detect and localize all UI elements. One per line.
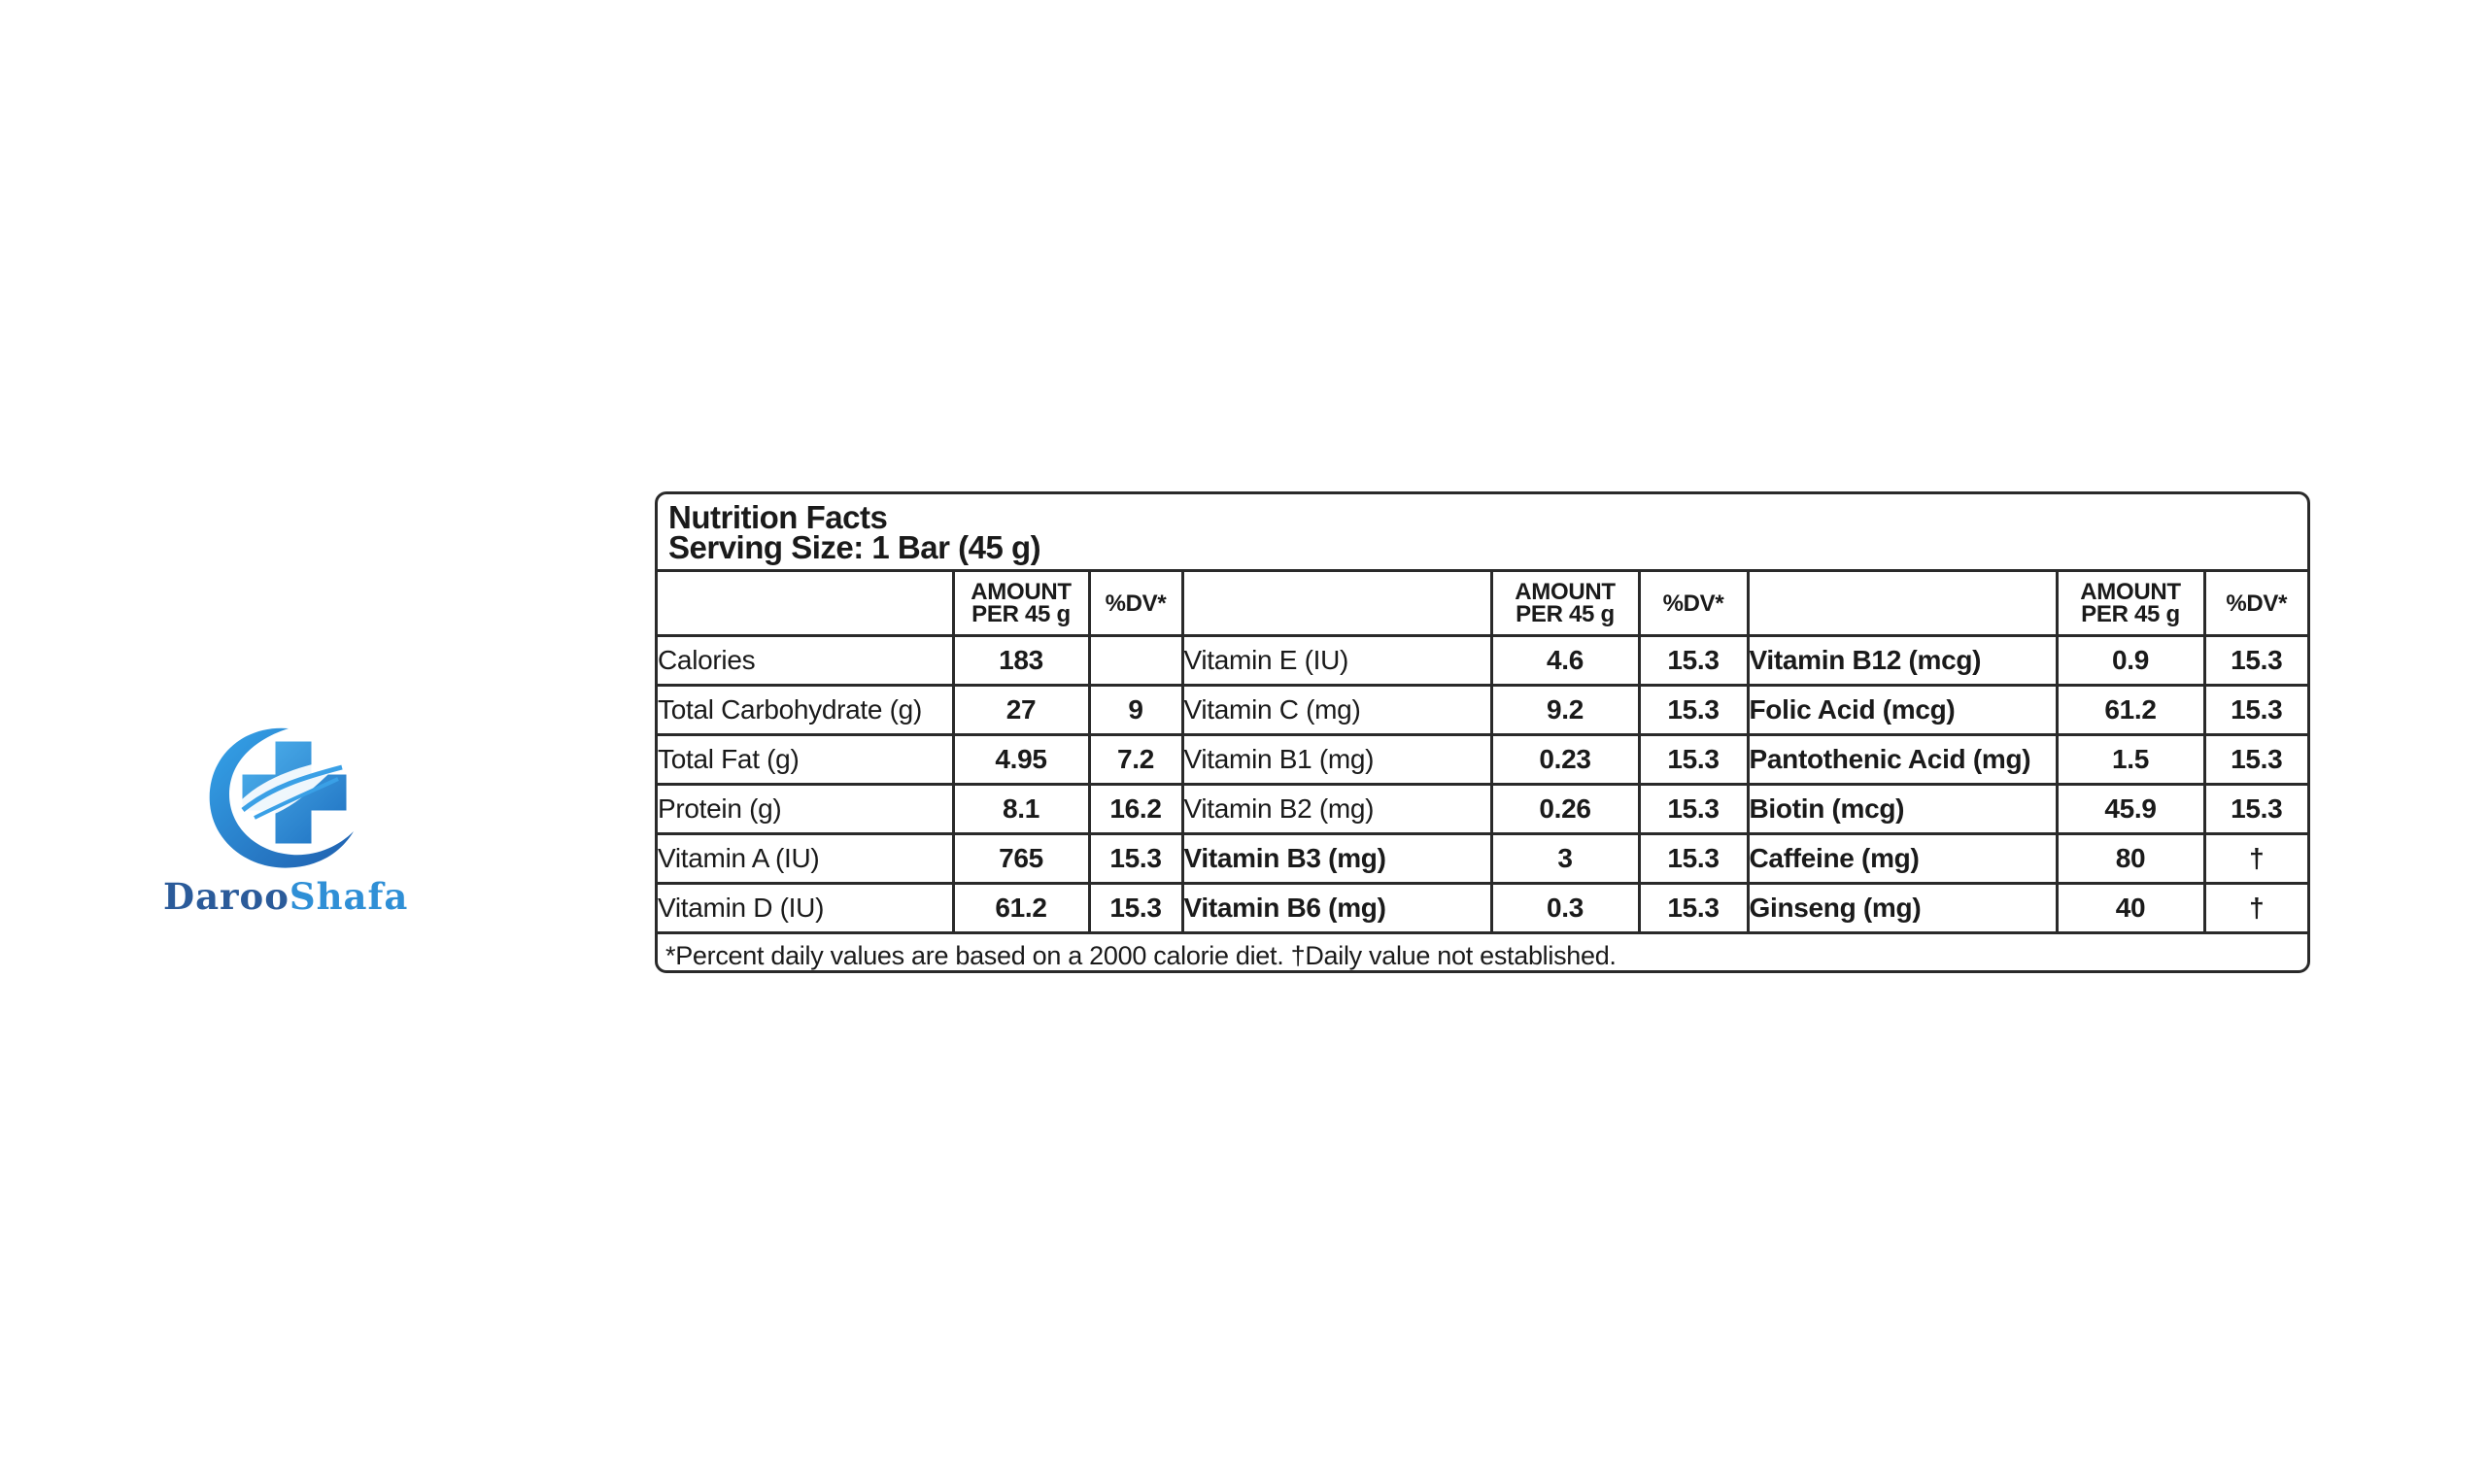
header-dv-col-2: %DV* <box>1639 572 1748 636</box>
table-row <box>658 636 2307 686</box>
nutrient-amount: 9.2 <box>1491 686 1639 735</box>
nutrient-amount: 0.26 <box>1491 785 1639 834</box>
header-dv-col-3: %DV* <box>2204 572 2307 636</box>
table-header-row <box>658 572 2307 636</box>
nutrient-dv: † <box>2204 884 2307 933</box>
nutrient-dv: 16.2 <box>1089 785 1182 834</box>
panel-header <box>658 494 2307 572</box>
nutrition-facts-panel <box>655 491 2310 973</box>
nutrient-dv: 15.3 <box>1639 884 1748 933</box>
panel-title: Nutrition Facts <box>668 499 888 535</box>
nutrient-amount: 1.5 <box>2057 735 2204 785</box>
medical-cross-leaf-icon <box>196 717 371 877</box>
nutrient-name: Protein (g) <box>658 785 953 834</box>
nutrient-dv: 15.3 <box>1639 636 1748 686</box>
nutrient-dv: 7.2 <box>1089 735 1182 785</box>
table-row <box>658 735 2307 785</box>
nutrient-name: Vitamin D (IU) <box>658 884 953 933</box>
footnote: *Percent daily values are based on a 2000 calorie diet. †Daily value not established. <box>665 941 1617 970</box>
header-amount-col-2 <box>1491 572 1639 636</box>
nutrient-dv: 15.3 <box>1639 686 1748 735</box>
nutrient-dv: 15.3 <box>1639 834 1748 884</box>
nutrient-amount: 0.23 <box>1491 735 1639 785</box>
nutrient-name: Vitamin B3 (mg) <box>1182 834 1491 884</box>
table-row <box>658 785 2307 834</box>
nutrient-dv <box>1089 636 1182 686</box>
nutrient-amount: 27 <box>953 686 1089 735</box>
nutrient-name: Vitamin A (IU) <box>658 834 953 884</box>
header-amount-line1: AMOUNT <box>1515 579 1616 605</box>
header-amount-line2: PER 45 g <box>971 601 1071 627</box>
header-name-col-1 <box>658 572 953 636</box>
nutrient-dv: 15.3 <box>1089 834 1182 884</box>
header-amount-col-1 <box>953 572 1089 636</box>
brand-name-part1: Daroo <box>163 875 290 918</box>
nutrient-amount: 4.95 <box>953 735 1089 785</box>
table-row <box>658 834 2307 884</box>
brand-logo <box>163 717 409 926</box>
nutrient-amount: 4.6 <box>1491 636 1639 686</box>
header-name-col-3 <box>1748 572 2057 636</box>
header-dv-col-1: %DV* <box>1089 572 1182 636</box>
nutrient-dv: 15.3 <box>2204 735 2307 785</box>
nutrient-name: Total Carbohydrate (g) <box>658 686 953 735</box>
nutrient-amount: 0.9 <box>2057 636 2204 686</box>
nutrient-amount: 61.2 <box>2057 686 2204 735</box>
table-row <box>658 884 2307 933</box>
nutrient-name: Vitamin B12 (mcg) <box>1748 636 2057 686</box>
nutrient-name: Pantothenic Acid (mg) <box>1748 735 2057 785</box>
nutrient-dv: 15.3 <box>1639 785 1748 834</box>
nutrient-amount: 0.3 <box>1491 884 1639 933</box>
nutrient-dv: 15.3 <box>2204 636 2307 686</box>
nutrient-dv: 15.3 <box>2204 785 2307 834</box>
table-row <box>658 686 2307 735</box>
nutrient-amount: 8.1 <box>953 785 1089 834</box>
nutrient-amount: 80 <box>2057 834 2204 884</box>
nutrition-table <box>658 572 2307 934</box>
nutrient-name: Biotin (mcg) <box>1748 785 2057 834</box>
nutrient-amount: 183 <box>953 636 1089 686</box>
nutrient-amount: 61.2 <box>953 884 1089 933</box>
nutrient-name: Caffeine (mg) <box>1748 834 2057 884</box>
brand-name <box>163 875 409 918</box>
nutrient-amount: 40 <box>2057 884 2204 933</box>
nutrient-name: Total Fat (g) <box>658 735 953 785</box>
nutrient-dv: 15.3 <box>2204 686 2307 735</box>
nutrient-name: Ginseng (mg) <box>1748 884 2057 933</box>
header-amount-col-3 <box>2057 572 2204 636</box>
serving-size: Serving Size: 1 Bar (45 g) <box>668 529 1041 565</box>
nutrient-name: Vitamin B1 (mg) <box>1182 735 1491 785</box>
header-name-col-2 <box>1182 572 1491 636</box>
nutrient-name: Calories <box>658 636 953 686</box>
nutrient-dv: † <box>2204 834 2307 884</box>
header-amount-line1: AMOUNT <box>2080 579 2181 605</box>
nutrient-amount: 45.9 <box>2057 785 2204 834</box>
nutrient-name: Vitamin B2 (mg) <box>1182 785 1491 834</box>
header-amount-line1: AMOUNT <box>971 579 1072 605</box>
nutrient-amount: 3 <box>1491 834 1639 884</box>
nutrient-dv: 15.3 <box>1639 735 1748 785</box>
nutrient-name: Folic Acid (mcg) <box>1748 686 2057 735</box>
nutrient-name: Vitamin B6 (mg) <box>1182 884 1491 933</box>
header-amount-line2: PER 45 g <box>2081 601 2180 627</box>
header-amount-line2: PER 45 g <box>1516 601 1615 627</box>
brand-name-part2: Shafa <box>289 875 409 918</box>
nutrient-dv: 15.3 <box>1089 884 1182 933</box>
nutrient-dv: 9 <box>1089 686 1182 735</box>
nutrient-name: Vitamin C (mg) <box>1182 686 1491 735</box>
nutrient-amount: 765 <box>953 834 1089 884</box>
nutrient-name: Vitamin E (IU) <box>1182 636 1491 686</box>
